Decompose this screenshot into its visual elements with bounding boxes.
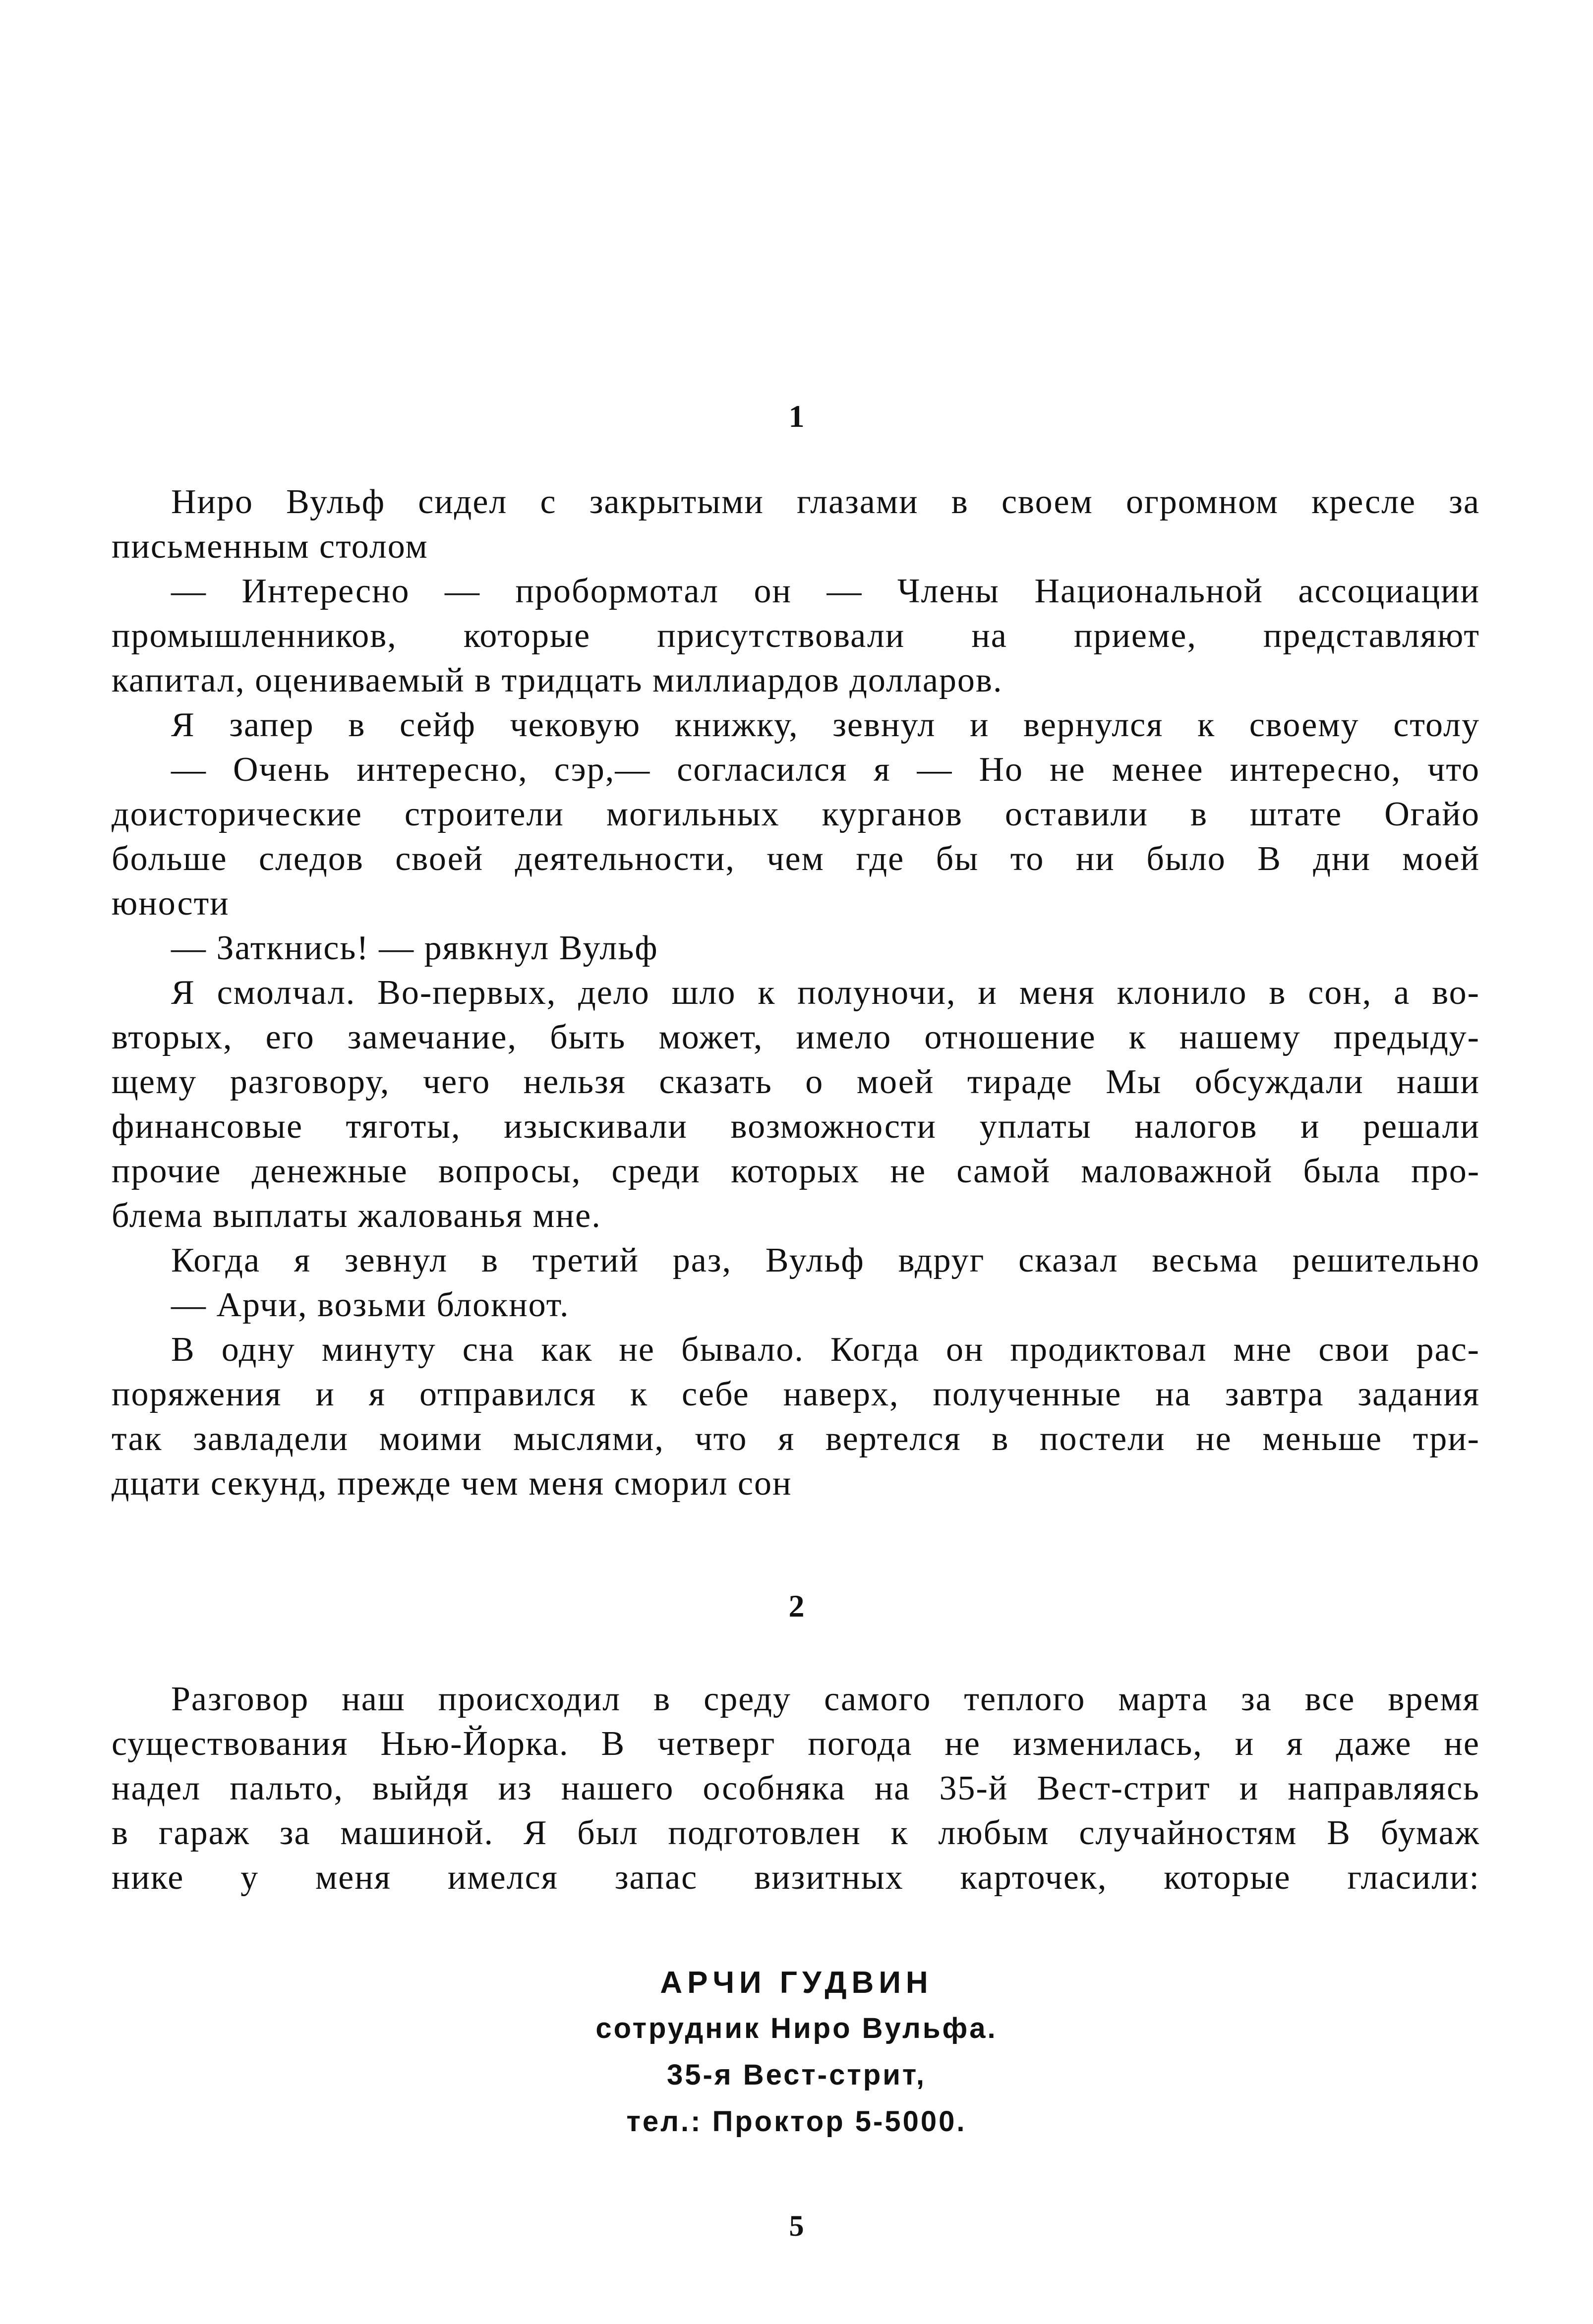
card-name: АРЧИ ГУДВИН — [660, 1966, 933, 2000]
card-title: сотрудник Ниро Вульфа. — [595, 2012, 998, 2044]
text-line: Ниро Вульф сидел с закрытыми глазами в своем огромном кресле за — [171, 483, 1480, 521]
text-line: вторых, его замечание, быть может, имело отношение к нашему предыду- — [112, 1018, 1480, 1056]
text-line: юности — [112, 884, 230, 923]
text-line: надел пальто, выйдя из нашего особняка на 35-й Вест-стрит и направляясь — [112, 1769, 1480, 1807]
chapter-2-text — [112, 1677, 1480, 1900]
text-line: нике у меня имелся запас визитных карточек, которые гласили: — [112, 1859, 1480, 1897]
text-line: поряжения и я отправился к себе наверх, полученные на завтра задания — [112, 1375, 1480, 1413]
text-line: Я смолчал. Во-первых, дело шло к полуночи, и меня клонило в сон, а во- — [171, 974, 1480, 1012]
text-line: В одну минуту сна как не бывало. Когда он продиктовал мне свои рас- — [171, 1331, 1480, 1369]
chapter-1-text — [112, 480, 1480, 1506]
text-line: так завладели моими мыслями, что я вертелся в постели не меньше три- — [112, 1420, 1480, 1458]
chapter-1-number: 1 — [788, 399, 805, 434]
card-phone: тел.: Проктор 5-5000. — [626, 2105, 967, 2138]
chapter-2-number: 2 — [788, 1588, 805, 1624]
business-card — [0, 1961, 1593, 2145]
text-line: Разговор наш происходил в среду самого теплого марта за все время — [171, 1680, 1480, 1718]
text-line: дцати секунд, прежде чем меня сморил сон — [112, 1464, 792, 1503]
card-address: 35-я Вест-стрит, — [666, 2059, 927, 2091]
text-line: щему разговору, чего нельзя сказать о моей тираде Мы обсуждали наши — [112, 1063, 1480, 1101]
text-line: прочие денежные вопросы, среди которых не самой маловажной была про- — [112, 1152, 1480, 1190]
text-line: больше следов своей деятельности, чем где бы то ни было В дни моей — [112, 840, 1480, 878]
text-line: — Интересно — пробормотал он — Члены Национальной ассоциации — [171, 572, 1480, 610]
text-line: капитал, оцениваемый в тридцать миллиардов долларов. — [112, 661, 1003, 699]
text-line: промышленников, которые присутствовали на приеме, представляют — [112, 617, 1480, 655]
text-line: — Заткнись! — рявкнул Вульф — [171, 929, 658, 967]
text-line: существования Нью-Йорка. В четверг погода не изменилась, и я даже не — [112, 1725, 1480, 1763]
text-line: блема выплаты жалованья мне. — [112, 1197, 601, 1235]
text-line: Я запер в сейф чековую книжку, зевнул и вернулся к своему столу — [171, 706, 1480, 744]
text-line: в гараж за машиной. Я был подготовлен к любым случайностям В бумаж — [112, 1814, 1480, 1852]
text-line: письменным столом — [112, 527, 428, 566]
page-number: 5 — [789, 2209, 804, 2242]
text-line: — Арчи, возьми блокнот. — [171, 1286, 570, 1324]
text-line: доисторические строители могильных курганов оставили в штате Огайо — [112, 795, 1480, 833]
text-line: Когда я зевнул в третий раз, Вульф вдруг сказал весьма решительно — [171, 1241, 1480, 1279]
text-line: финансовые тяготы, изыскивали возможности уплаты налогов и решали — [112, 1107, 1480, 1146]
text-line: — Очень интересно, сэр,— согласился я — Но не менее интересно, что — [171, 751, 1480, 789]
